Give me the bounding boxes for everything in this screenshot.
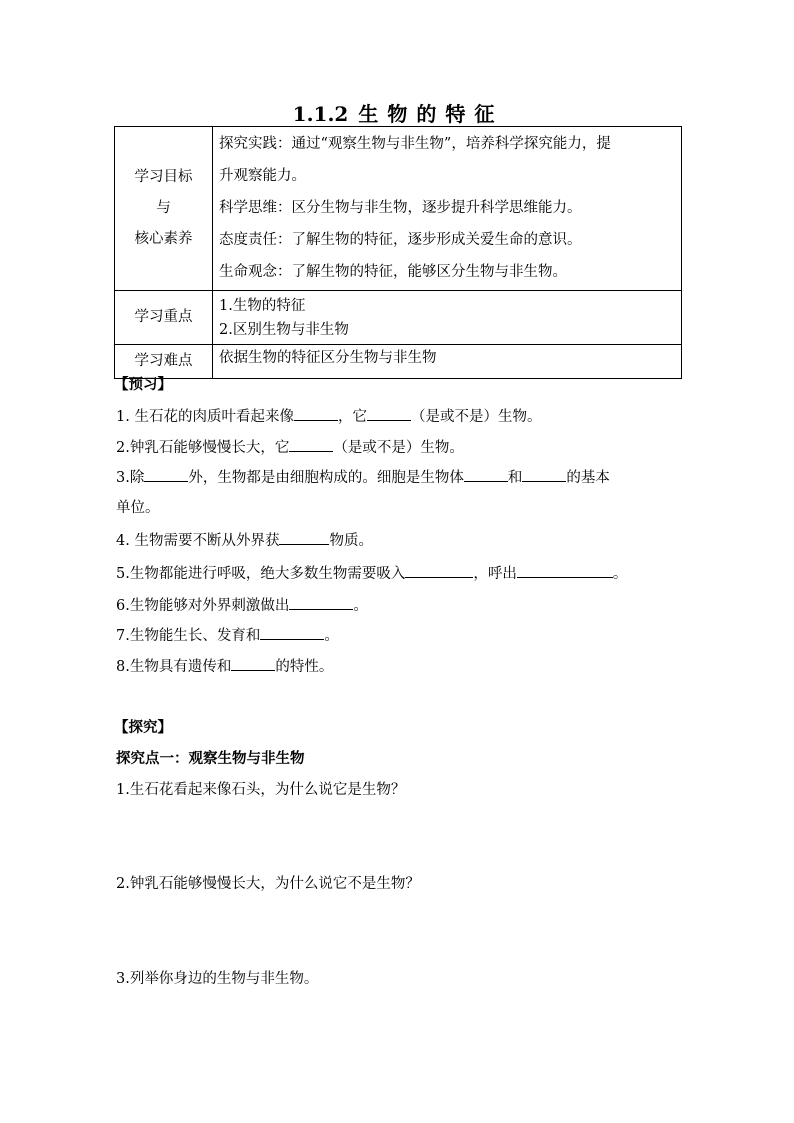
- preview-question-2: [116, 436, 464, 457]
- key-points-content: [213, 291, 682, 345]
- q3-text-d: 的基本: [566, 470, 610, 486]
- explore-heading: 【探究】: [114, 719, 172, 736]
- q3-text-c: 和: [507, 470, 523, 486]
- objectives-content: [213, 127, 682, 291]
- objective-item: 态度责任：了解生物的特征，逐步形成关爱生命的意识。: [219, 232, 582, 248]
- preview-question-3-cont: 单位。: [116, 500, 160, 516]
- preview-question-7: [116, 624, 339, 645]
- q4-text-a: 4. 生物需要不断从外界获: [116, 533, 280, 549]
- answer-blank[interactable]: [294, 406, 338, 421]
- q3-text-a: 3.除: [116, 470, 145, 486]
- q2-text-b: （是或不是）生物。: [333, 440, 464, 456]
- answer-blank[interactable]: [522, 467, 566, 482]
- title-number: 1.1.2: [292, 102, 349, 126]
- objectives-table: [114, 126, 682, 379]
- answer-blank[interactable]: [289, 437, 333, 452]
- objective-item: 科学思维：区分生物与非生物，逐步提升科学思维能力。: [219, 200, 582, 216]
- objective-item: 升观察能力。: [219, 168, 306, 184]
- difficulty-row: [115, 345, 682, 379]
- key-points-label: 学习重点: [115, 291, 213, 345]
- explore-question-3: 3.列举你身边的生物与非生物。: [116, 971, 319, 987]
- q1-text-b: ，它: [337, 409, 367, 425]
- answer-blank[interactable]: [405, 563, 473, 578]
- answer-blank[interactable]: [144, 467, 188, 482]
- q4-text-b: 物质。: [329, 533, 373, 549]
- explore-question-1: 1.生石花看起来像石头，为什么说它是生物？: [116, 782, 406, 798]
- preview-question-4: [116, 529, 373, 550]
- difficulty-label: 学习难点: [115, 345, 213, 379]
- answer-blank[interactable]: [279, 530, 329, 545]
- key-point-item: 1.生物的特征: [219, 298, 306, 314]
- answer-blank[interactable]: [260, 625, 324, 640]
- preview-question-6: [116, 594, 368, 615]
- q6-text-b: 。: [353, 598, 368, 614]
- objective-item: 探究实践：通过“观察生物与非生物”，培养科学探究能力，提: [219, 136, 611, 152]
- answer-blank[interactable]: [289, 595, 353, 610]
- q7-text-b: 。: [324, 628, 339, 644]
- preview-question-1: [116, 405, 541, 426]
- preview-question-8: [116, 655, 333, 676]
- q5-text-a: 5.生物都能进行呼吸，绝大多数生物需要吸入: [116, 566, 406, 582]
- objectives-label: [115, 127, 213, 291]
- answer-blank[interactable]: [517, 563, 613, 578]
- preview-question-3: [116, 466, 610, 487]
- q8-text-b: 的特性。: [275, 659, 334, 675]
- answer-blank[interactable]: [464, 467, 508, 482]
- key-point-item: 2.区别生物与非生物: [219, 322, 349, 338]
- preview-heading: 【预习】: [114, 376, 172, 393]
- objective-item: 生命观念：了解生物的特征，能够区分生物与非生物。: [219, 264, 567, 280]
- q1-text-c: （是或不是）生物。: [410, 409, 542, 425]
- title-text: 生物的特征: [358, 102, 504, 126]
- key-points-row: [115, 291, 682, 345]
- q6-text-a: 6.生物能够对外界刺激做出: [116, 598, 290, 614]
- q3-text-b: 外，生物都是由细胞构成的。细胞是生物体: [188, 470, 464, 486]
- q5-text-c: 。: [612, 566, 628, 582]
- q7-text-a: 7.生物能生长、发育和: [116, 628, 261, 644]
- q2-text-a: 2.钟乳石能够慢慢长大，它: [116, 440, 290, 456]
- objectives-label-line: 学习目标: [134, 169, 193, 185]
- q5-text-b: ，呼出: [473, 566, 517, 582]
- q8-text-a: 8.生物具有遗传和: [116, 659, 232, 675]
- explore-question-2: 2.钟乳石能够慢慢长大，为什么说它不是生物？: [116, 876, 420, 892]
- answer-blank[interactable]: [367, 406, 411, 421]
- preview-question-5: [116, 562, 627, 583]
- answer-blank[interactable]: [231, 656, 275, 671]
- page-title: [114, 98, 682, 127]
- explore-point-1: 探究点一：观察生物与非生物: [116, 750, 305, 767]
- q1-text-a: 1. 生石花的肉质叶看起来像: [116, 409, 294, 425]
- objectives-label-line: 核心素养: [134, 231, 193, 247]
- difficulty-content: 依据生物的特征区分生物与非生物: [213, 345, 682, 379]
- objectives-label-line: 与: [156, 200, 171, 216]
- objectives-row: [115, 127, 682, 291]
